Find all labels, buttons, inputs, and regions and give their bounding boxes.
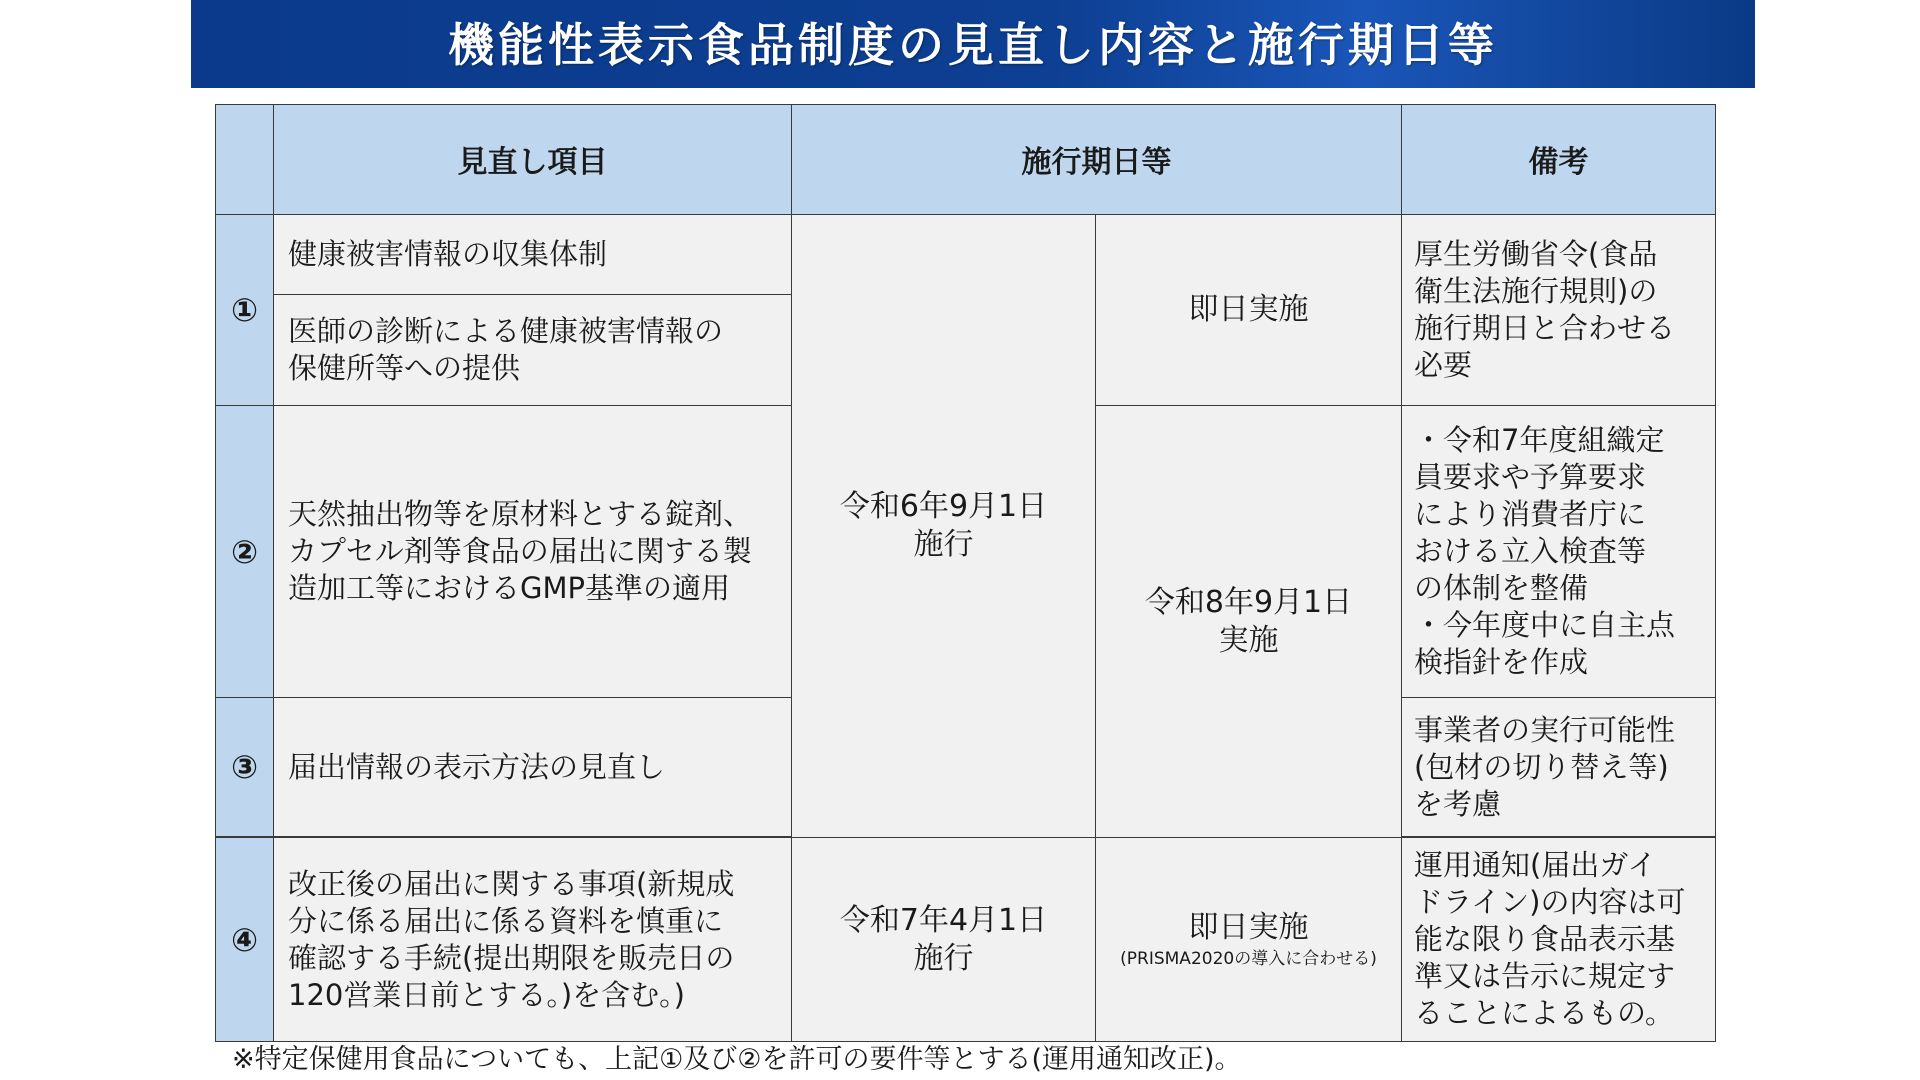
item-doctor-report: 医師の診断による健康被害情報の 保健所等への提供	[274, 295, 792, 406]
note-row-4: 運用通知(届出ガイ ドライン)の内容は可 能な限り食品表示基 準又は告示に規定す ることによるもの。	[1402, 838, 1716, 1042]
row-number-3: ③	[216, 698, 274, 837]
table-row	[216, 214, 1716, 295]
note-row-1: 厚生労働省令(食品 衛生法施行規則)の 施行期日と合わせる 必要	[1402, 214, 1716, 405]
item-notification-procedure: 改正後の届出に関する事項(新規成 分に係る届出に係る資料を慎重に 確認する手続(提出期限を販売日の 120営業日前とする。)を含む。)	[274, 838, 792, 1042]
item-display-method: 届出情報の表示方法の見直し	[274, 698, 792, 837]
table-row	[216, 838, 1716, 1042]
title-banner	[191, 0, 1755, 88]
header-item: 見直し項目	[274, 105, 792, 215]
note-row-2: ・令和7年度組織定 員要求や予算要求 により消費者庁に おける立入検査等 の体制を整備 ・今年度中に自主点 検指針を作成	[1402, 406, 1716, 698]
item-gmp: 天然抽出物等を原材料とする錠剤、 カプセル剤等食品の届出に関する製 造加工等におけるGMP基準の適用	[274, 406, 792, 698]
row-number-4: ④	[216, 838, 274, 1042]
header-note: 備考	[1402, 105, 1716, 215]
page-title: 機能性表示食品制度の見直し内容と施行期日等	[448, 18, 1498, 72]
note-row-3: 事業者の実行可能性 (包材の切り替え等) を考慮	[1402, 698, 1716, 837]
status-immediate-4: 即日実施 (PRISMA2020の導入に合わせる)	[1096, 838, 1402, 1042]
date-main: 令和6年9月1日 施行	[792, 214, 1096, 838]
header-row	[216, 105, 1716, 215]
status-immediate-1: 即日実施	[1096, 214, 1402, 405]
item-health-damage-collection: 健康被害情報の収集体制	[274, 214, 792, 295]
status-reiwa8: 令和8年9月1日 実施	[1096, 406, 1402, 838]
date-reiwa7: 令和7年4月1日 施行	[792, 838, 1096, 1042]
row-number-1: ①	[216, 214, 274, 405]
row-number-2: ②	[216, 406, 274, 698]
revision-table	[215, 104, 1716, 1042]
header-date: 施行期日等	[792, 105, 1402, 215]
header-corner	[216, 105, 274, 215]
footnote: ※特定保健用食品についても、上記①及び②を許可の要件等とする(運用通知改正)。	[232, 1044, 1242, 1075]
